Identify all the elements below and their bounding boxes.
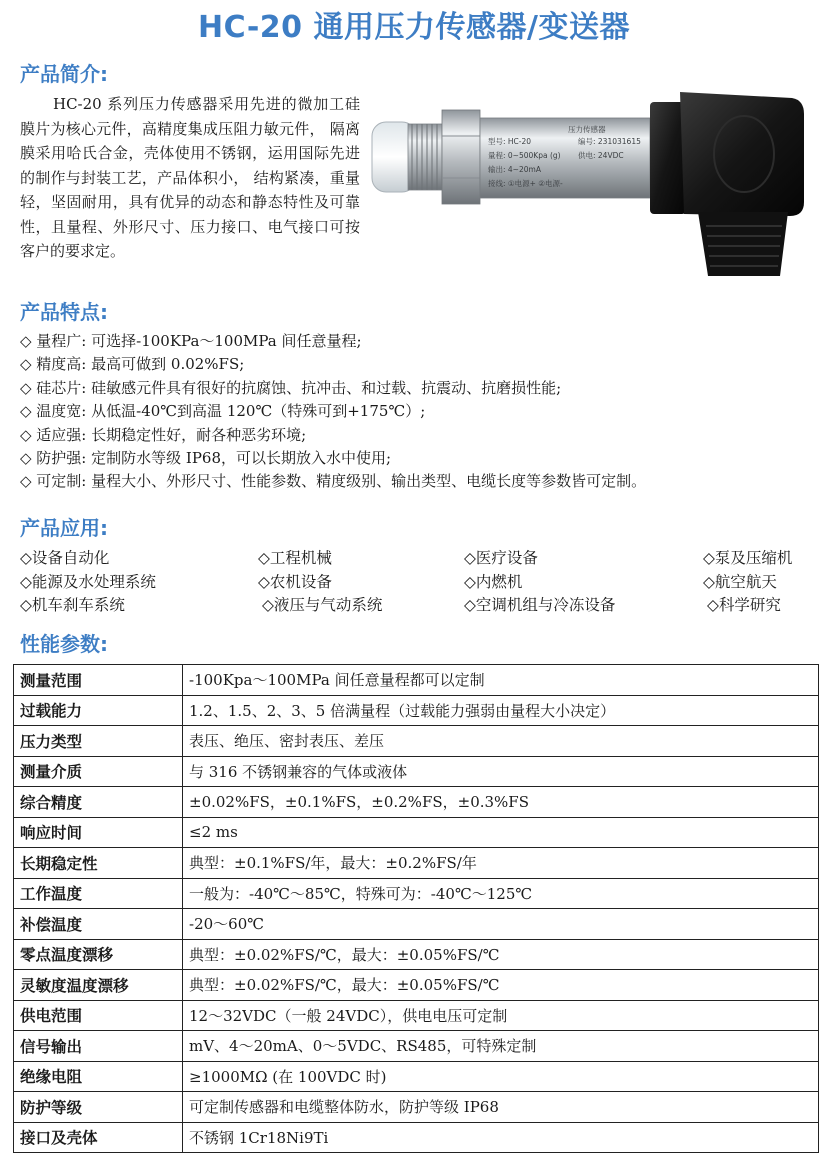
section-heading-intro: 产品简介: (20, 62, 108, 86)
application-item: ◇科学研究 (707, 596, 781, 614)
application-item: ◇农机设备 (258, 572, 332, 591)
table-row (14, 878, 819, 909)
spec-key: 接口及壳体 (14, 1122, 183, 1153)
section-heading-applications: 产品应用: (20, 516, 108, 540)
application-item: ◇能源及水处理系统 (20, 572, 156, 591)
application-row (20, 593, 820, 617)
application-item: ◇设备自动化 (20, 549, 110, 567)
table-row (14, 970, 819, 1001)
table-row (14, 787, 819, 818)
spec-value: 典型：±0.1%FS/年，最大：±0.2%FS/年 (183, 848, 819, 879)
product-label-output: 输出: 4~20mA (488, 165, 541, 174)
feature-list (20, 330, 646, 494)
feature-item: ◇ 防护强: 定制防水等级 IP68，可以长期放入水中使用; (20, 449, 392, 468)
table-row (14, 726, 819, 757)
feature-item: ◇ 适应强: 长期稳定性好，耐各种恶劣环境; (20, 425, 307, 444)
product-label-model: 型号: HC-20 (488, 137, 532, 146)
spec-value: -20～60℃ (183, 909, 819, 940)
table-row (14, 1061, 819, 1092)
table-row (14, 939, 819, 970)
spec-table (13, 664, 819, 1153)
feature-item: ◇ 量程广: 可选择-100KPa～100MPa 间任意量程; (20, 332, 362, 350)
product-label-supply: 供电: 24VDC (578, 151, 624, 160)
spec-key: 过载能力 (14, 695, 183, 726)
spec-key: 防护等级 (14, 1092, 183, 1123)
spec-key: 补偿温度 (14, 909, 183, 940)
section-heading-features: 产品特点: (20, 300, 108, 324)
application-row (20, 546, 820, 570)
spec-key: 绝缘电阻 (14, 1061, 183, 1092)
table-row (14, 1092, 819, 1123)
spec-key: 测量范围 (14, 665, 183, 696)
product-label-wiring: 接线: ①电源+ ②电源- (488, 179, 563, 188)
spec-value: 与 316 不锈钢兼容的气体或液体 (183, 756, 819, 787)
spec-key: 测量介质 (14, 756, 183, 787)
feature-item: ◇ 温度宽: 从低温-40℃到高温 120℃（特殊可到+175℃）; (20, 402, 426, 421)
spec-key: 工作温度 (14, 878, 183, 909)
feature-item: ◇ 硅芯片: 硅敏感元件具有很好的抗腐蚀、抗冲击、和过载、抗震动、抗磨损性能; (20, 378, 562, 397)
spec-key: 长期稳定性 (14, 848, 183, 879)
spec-key: 响应时间 (14, 817, 183, 848)
application-grid (20, 546, 820, 617)
application-item: ◇工程机械 (258, 549, 332, 567)
spec-value: -100Kpa～100MPa 间任意量程都可以定制 (183, 665, 819, 696)
product-label-serial: 编号: 231031615 (578, 137, 641, 146)
spec-key: 信号输出 (14, 1031, 183, 1062)
application-row (20, 570, 820, 594)
table-row (14, 909, 819, 940)
spec-value: 典型：±0.02%FS/℃，最大：±0.05%FS/℃ (183, 970, 819, 1001)
spec-value: ≤2 ms (183, 817, 819, 848)
section-heading-params: 性能参数: (20, 632, 108, 656)
product-label-range: 量程: 0~500Kpa (g) (488, 151, 561, 160)
feature-item: ◇ 可定制: 量程大小、外形尺寸、性能参数、精度级别、输出类型、电缆长度等参数皆可定制。 (20, 472, 647, 491)
application-item: ◇泵及压缩机 (703, 549, 793, 567)
application-item: ◇医疗设备 (464, 549, 538, 567)
application-item: ◇航空航天 (703, 572, 777, 591)
spec-value: ≥1000MΩ (在 100VDC 时) (183, 1061, 819, 1092)
table-row (14, 1000, 819, 1031)
spec-value: 1.2、1.5、2、3、5 倍满量程（过载能力强弱由量程大小决定） (183, 695, 819, 726)
product-label-name: 压力传感器 (568, 125, 606, 134)
spec-key: 综合精度 (14, 787, 183, 818)
feature-item: ◇ 精度高: 最高可做到 0.02%FS; (20, 355, 245, 374)
page-title: HC-20 通用压力传感器/变送器 (198, 10, 630, 45)
spec-value: 不锈钢 1Cr18Ni9Ti (183, 1122, 819, 1153)
spec-value: mV、4～20mA、0～5VDC、RS485，可特殊定制 (183, 1031, 819, 1062)
table-row (14, 817, 819, 848)
intro-paragraph: HC-20 系列压力传感器采用先进的微加工硅膜片为核心元件，高精度集成压阻力敏元件， 隔离膜采用哈氏合金，壳体使用不锈钢，运用国际先进的制作与封装工艺，产品体积小， 结构紧凑，重量轻，坚固耐用，具有优异的动态和静态特性及可靠性，且量程、外形尺寸、压力接口、电气接口可按客户的要求定。 (20, 95, 360, 260)
application-item: ◇内燃机 (464, 572, 523, 591)
table-row (14, 848, 819, 879)
product-image (368, 84, 808, 284)
spec-key: 供电范围 (14, 1000, 183, 1031)
spec-value: 表压、绝压、密封表压、差压 (183, 726, 819, 757)
spec-value: 12～32VDC（一般 24VDC），供电电压可定制 (183, 1000, 819, 1031)
table-row (14, 665, 819, 696)
spec-value: ±0.02%FS，±0.1%FS，±0.2%FS，±0.3%FS (183, 787, 819, 818)
application-item: ◇机车刹车系统 (20, 596, 125, 614)
spec-value: 一般为：-40℃～85℃，特殊可为：-40℃～125℃ (183, 878, 819, 909)
spec-key: 压力类型 (14, 726, 183, 757)
table-row (14, 756, 819, 787)
spec-value: 典型：±0.02%FS/℃，最大：±0.05%FS/℃ (183, 939, 819, 970)
spec-key: 灵敏度温度漂移 (14, 970, 183, 1001)
spec-key: 零点温度漂移 (14, 939, 183, 970)
table-row (14, 1122, 819, 1153)
table-row (14, 1031, 819, 1062)
application-item: ◇空调机组与冷冻设备 (464, 596, 616, 614)
spec-value: 可定制传感器和电缆整体防水，防护等级 IP68 (183, 1092, 819, 1123)
table-row (14, 695, 819, 726)
application-item: ◇液压与气动系统 (262, 596, 383, 614)
